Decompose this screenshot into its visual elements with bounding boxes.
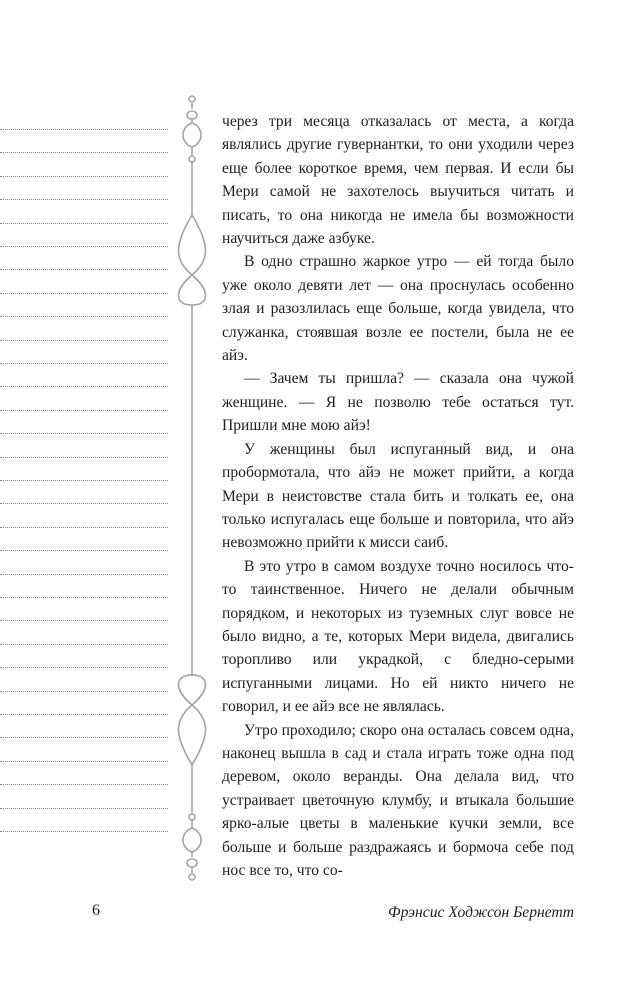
note-line — [0, 293, 168, 294]
note-line — [0, 667, 168, 668]
note-line — [0, 597, 168, 598]
paragraph: — Зачем ты пришла? — сказала она чужой женщине. — Я не позволю тебе остаться тут. Пришли мне мою айэ! — [222, 370, 574, 435]
paragraph: через три месяца отказалась от места, а когда являлись другие гувернантки, то они уходили через еще более короткое время, чем первая. И если бы Мери самой не захотелось выучиться читать и писать, то она никогда не имела бы возможности научиться даже азбуке. — [222, 113, 574, 248]
note-line — [0, 129, 168, 130]
paragraph: У женщины был испуганный вид, и она пробормотала, что айэ не может прийти, а когда Мери в неистовстве стала бить и толкать ее, она только испугалась еще больше и повторила, что айэ невозможно прийти к мисси саиб. — [222, 440, 574, 552]
paragraph: Утро проходило; скоро она осталась совсем одна, наконец вышла в сад и стала играть тоже одна под деревом, около веранды. Она делала вид, что устраивает цветочную клумбу, и втыкала большие ярко-алые цветы в маленькие кучки земли, все больше и больше раздражаясь и бормоча себе под нос все то, что со- — [222, 721, 574, 879]
paragraph: В это утро в самом воздухе точно носилось что-то таинственное. Ничего не делали обычным порядком, и некоторых из туземных слуг вовсе не было видно, а те, которых Мери видела, двигались торопливо или украдкой, с бледно-серыми испуганными лицами. Но ей никто ничего не говорил, и ее айэ все не являлась. — [222, 557, 574, 716]
note-line — [0, 269, 168, 270]
note-line — [0, 574, 168, 575]
note-line — [0, 761, 168, 762]
running-head: Фрэнсис Ходжсон Бернетт — [388, 904, 574, 921]
notes-lines-area — [0, 0, 170, 900]
note-line — [0, 831, 168, 832]
note-line — [0, 527, 168, 528]
note-line — [0, 316, 168, 317]
paragraph: В одно страшно жаркое утро — ей тогда было уже около девяти лет — она проснулась особенно злая и разозлилась еще больше, когда увидела, что служанка, стоявшая возле ее постели, была не ее айэ. — [222, 253, 574, 365]
note-line — [0, 223, 168, 224]
note-line — [0, 152, 168, 153]
note-line — [0, 176, 168, 177]
note-line — [0, 808, 168, 809]
note-line — [0, 737, 168, 738]
body-text — [222, 110, 574, 882]
note-line — [0, 433, 168, 434]
note-line — [0, 480, 168, 481]
vertical-ornament-icon — [170, 95, 214, 895]
note-line — [0, 363, 168, 364]
note-line — [0, 691, 168, 692]
note-line — [0, 644, 168, 645]
note-line — [0, 410, 168, 411]
note-line — [0, 457, 168, 458]
note-line — [0, 199, 168, 200]
note-line — [0, 550, 168, 551]
note-line — [0, 503, 168, 504]
page-number: 6 — [92, 902, 100, 919]
note-line — [0, 340, 168, 341]
note-line — [0, 620, 168, 621]
note-line — [0, 784, 168, 785]
note-line — [0, 714, 168, 715]
note-line — [0, 246, 168, 247]
note-line — [0, 386, 168, 387]
